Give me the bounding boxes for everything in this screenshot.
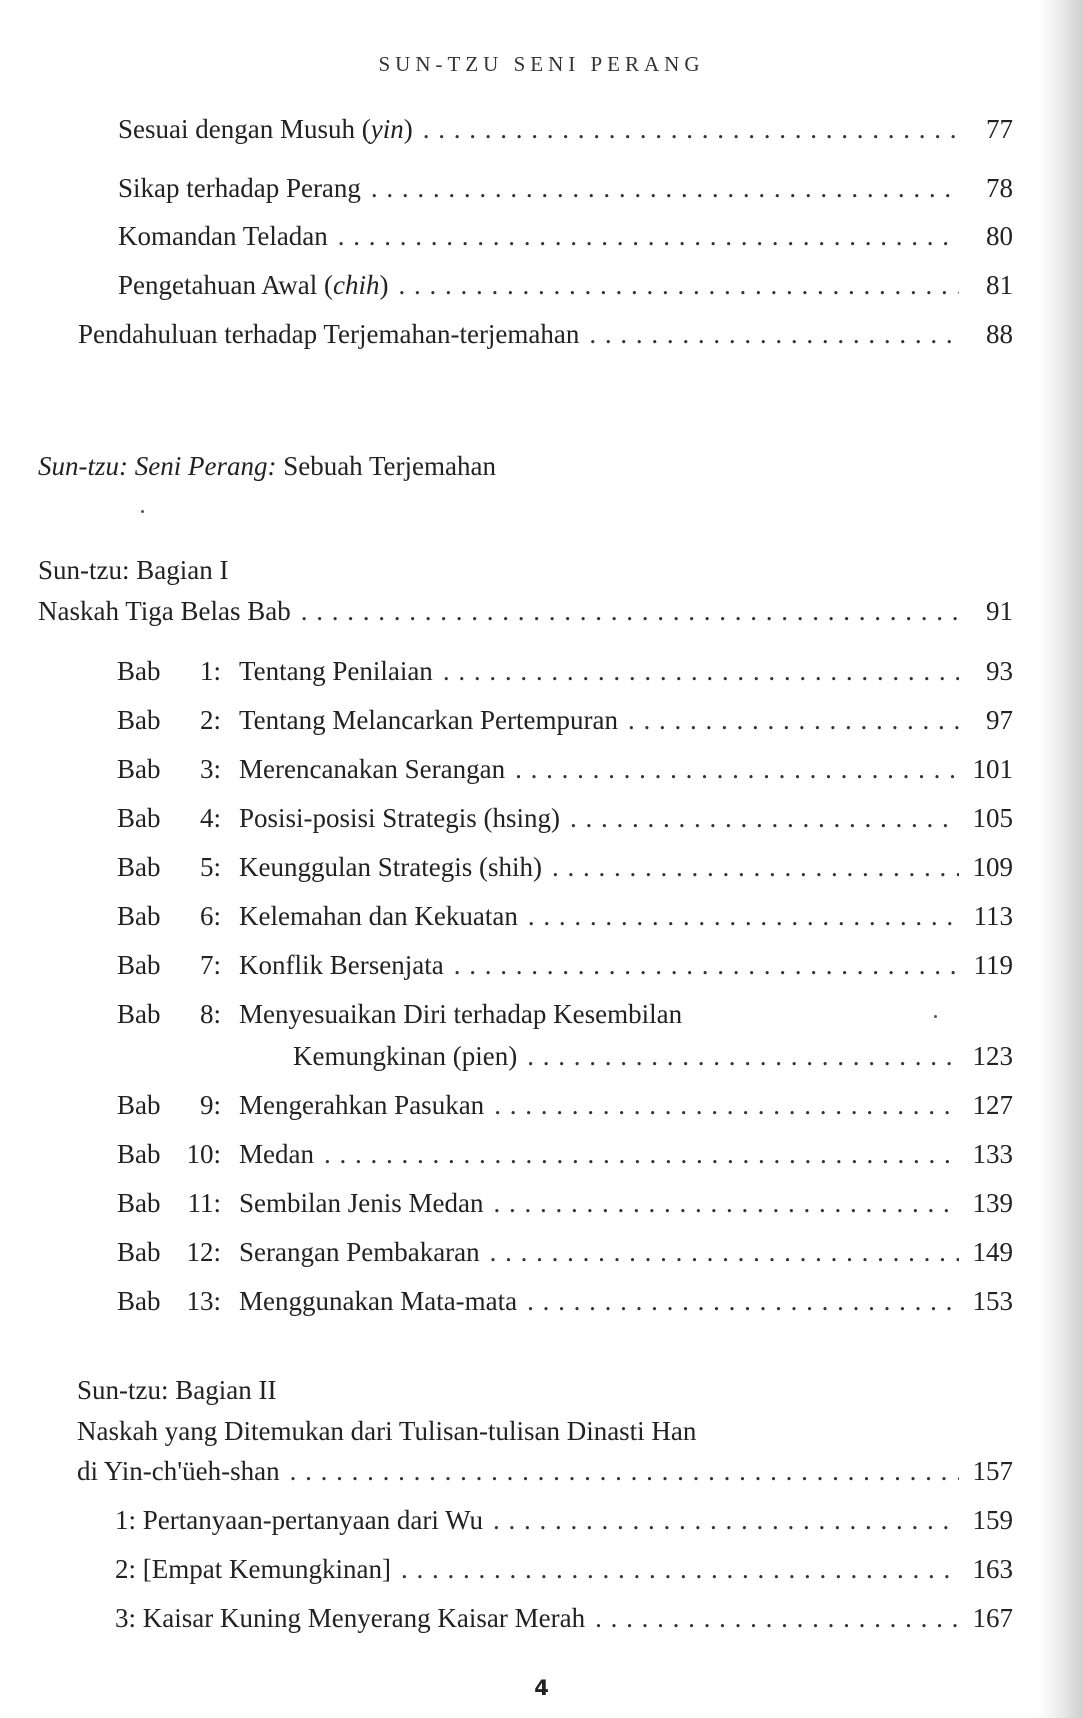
toc-entry[interactable] bbox=[118, 114, 1013, 144]
dot-leader bbox=[290, 1456, 959, 1486]
chapter-number: Bab 4: bbox=[117, 803, 221, 833]
toc-entry-label: 1: Pertanyaan-pertanyaan dari Wu bbox=[115, 1505, 484, 1535]
toc-page-number: 149 bbox=[972, 1237, 1013, 1267]
dot-leader bbox=[371, 173, 959, 203]
chapter-entry[interactable] bbox=[117, 754, 1013, 784]
toc-page-number: 139 bbox=[972, 1188, 1013, 1218]
toc-page-number: 93 bbox=[986, 656, 1013, 686]
dot-leader bbox=[527, 1041, 959, 1071]
chapter-title: Mengerahkan Pasukan bbox=[239, 1090, 485, 1120]
dot-leader bbox=[595, 1603, 959, 1633]
toc-entry[interactable] bbox=[118, 173, 1013, 203]
toc-entry[interactable] bbox=[115, 1554, 1013, 1584]
chapter-entry[interactable] bbox=[117, 656, 1013, 686]
toc-entry-label: Naskah yang Ditemukan dari Tulisan-tulisan Dinasti Han bbox=[77, 1416, 697, 1446]
toc-entry-label: 3: Kaisar Kuning Menyerang Kaisar Merah bbox=[115, 1603, 586, 1633]
chapter-title-continued: Kemungkinan (pien) bbox=[293, 1041, 518, 1071]
chapter-entry[interactable] bbox=[117, 1090, 1013, 1120]
toc-page-number: 133 bbox=[972, 1139, 1013, 1169]
toc-page-number: 163 bbox=[972, 1554, 1013, 1584]
toc-entry[interactable] bbox=[115, 1505, 1013, 1535]
chapter-number: Bab 13: bbox=[117, 1286, 221, 1316]
toc-page-number: 123 bbox=[972, 1041, 1013, 1071]
toc-page-number: 109 bbox=[972, 852, 1013, 882]
toc-entry-label: Pengetahuan Awal (chih) bbox=[118, 270, 389, 300]
toc-page-number: 80 bbox=[986, 221, 1013, 251]
chapter-entry-line1[interactable] bbox=[117, 999, 682, 1029]
toc-entry-label: Pendahuluan terhadap Terjemahan-terjemahan bbox=[78, 319, 580, 349]
dot-leader bbox=[552, 852, 959, 882]
toc-page-number: 78 bbox=[986, 173, 1013, 203]
dot-leader bbox=[490, 1237, 959, 1267]
toc-page-number: 159 bbox=[972, 1505, 1013, 1535]
dot-leader bbox=[401, 1554, 959, 1584]
dot-leader bbox=[493, 1188, 959, 1218]
chapter-title: Keunggulan Strategis (shih) bbox=[239, 852, 542, 882]
toc-page-number: 127 bbox=[972, 1090, 1013, 1120]
toc-entry-label: Naskah Tiga Belas Bab bbox=[38, 596, 291, 626]
chapter-number: Bab 1: bbox=[117, 656, 221, 686]
chapter-number: Bab 8: bbox=[117, 999, 221, 1029]
toc-entry[interactable] bbox=[118, 270, 1013, 300]
toc-page-number: 101 bbox=[972, 754, 1013, 784]
chapter-entry[interactable] bbox=[117, 901, 1013, 931]
chapter-entry[interactable] bbox=[117, 1139, 1013, 1169]
toc-page-number: 157 bbox=[972, 1456, 1013, 1486]
toc-page-number: 105 bbox=[972, 803, 1013, 833]
chapter-title: Tentang Melancarkan Pertempuran bbox=[239, 705, 618, 735]
dot-leader bbox=[454, 950, 959, 980]
chapter-entry[interactable] bbox=[117, 1286, 1013, 1316]
toc-page-number: 91 bbox=[986, 596, 1013, 626]
toc-page-number: 77 bbox=[986, 114, 1013, 144]
chapter-number: Bab 7: bbox=[117, 950, 221, 980]
chapter-title: Sembilan Jenis Medan bbox=[239, 1188, 484, 1218]
toc-entry-label: di Yin-ch'üeh-shan bbox=[77, 1456, 280, 1486]
chapter-number: Bab 9: bbox=[117, 1090, 221, 1120]
chapter-number: Bab 6: bbox=[117, 901, 221, 931]
toc-page-number: 167 bbox=[972, 1603, 1013, 1633]
chapter-title: Medan bbox=[239, 1139, 314, 1169]
print-speck bbox=[141, 510, 144, 513]
toc-page-number: 119 bbox=[973, 950, 1013, 980]
toc-page-number: 113 bbox=[973, 901, 1013, 931]
chapter-number: Bab 3: bbox=[117, 754, 221, 784]
print-speck bbox=[934, 1015, 937, 1018]
chapter-number: Bab 5: bbox=[117, 852, 221, 882]
toc-entry-label: Sikap terhadap Perang bbox=[118, 173, 361, 203]
page-number: 4 bbox=[534, 1676, 549, 1700]
chapter-title: Menggunakan Mata-mata bbox=[239, 1286, 518, 1316]
chapter-title: Posisi-posisi Strategis (hsing) bbox=[239, 803, 561, 833]
chapter-entry-line2[interactable] bbox=[293, 1041, 1013, 1071]
dot-leader bbox=[301, 596, 959, 626]
chapter-title: Menyesuaikan Diri terhadap Kesembilan bbox=[239, 999, 683, 1029]
chapter-entry[interactable] bbox=[117, 950, 1013, 980]
part-title: Sun-tzu: Bagian II bbox=[77, 1375, 277, 1405]
chapter-number: Bab 11: bbox=[117, 1188, 221, 1218]
chapter-title: Kelemahan dan Kekuatan bbox=[239, 901, 518, 931]
page-edge-shadow bbox=[1038, 0, 1083, 1718]
toc-page-number: 97 bbox=[986, 705, 1013, 735]
dot-leader bbox=[423, 114, 959, 144]
dot-leader bbox=[338, 221, 959, 251]
toc-entry[interactable] bbox=[115, 1603, 1013, 1633]
dot-leader bbox=[527, 1286, 959, 1316]
chapter-number: Bab 2: bbox=[117, 705, 221, 735]
dot-leader bbox=[398, 270, 959, 300]
dot-leader bbox=[494, 1090, 959, 1120]
dot-leader bbox=[515, 754, 959, 784]
part-title: Sun-tzu: Bagian I bbox=[38, 555, 229, 585]
toc-entry[interactable] bbox=[118, 221, 1013, 251]
dot-leader bbox=[493, 1505, 959, 1535]
toc-entry-label: 2: [Empat Kemungkinan] bbox=[115, 1554, 391, 1584]
toc-entry[interactable] bbox=[78, 319, 1013, 349]
toc-entry-label: Sesuai dengan Musuh (yin) bbox=[118, 114, 413, 144]
dot-leader bbox=[628, 705, 959, 735]
toc-page-number: 88 bbox=[986, 319, 1013, 349]
running-head: SUN-TZU SENI PERANG bbox=[378, 52, 705, 76]
toc-entry[interactable] bbox=[77, 1456, 1013, 1486]
dot-leader bbox=[324, 1139, 959, 1169]
chapter-number: Bab 12: bbox=[117, 1237, 221, 1267]
dot-leader bbox=[443, 656, 959, 686]
chapter-entry[interactable] bbox=[117, 705, 1013, 735]
section-heading: Sun-tzu: Seni Perang: Sebuah Terjemahan bbox=[38, 451, 496, 481]
dot-leader bbox=[528, 901, 959, 931]
chapter-entry[interactable] bbox=[117, 852, 1013, 882]
dot-leader bbox=[589, 319, 959, 349]
chapter-title: Merencanakan Serangan bbox=[239, 754, 506, 784]
chapter-entry[interactable] bbox=[117, 1188, 1013, 1218]
chapter-title: Konflik Bersenjata bbox=[239, 950, 444, 980]
toc-entry[interactable] bbox=[38, 596, 1013, 626]
dot-leader bbox=[570, 803, 959, 833]
toc-entry-label: Komandan Teladan bbox=[118, 221, 328, 251]
chapter-entry[interactable] bbox=[117, 1237, 1013, 1267]
chapter-title: Tentang Penilaian bbox=[239, 656, 433, 686]
chapter-entry[interactable] bbox=[117, 803, 1013, 833]
chapter-title: Serangan Pembakaran bbox=[239, 1237, 480, 1267]
toc-page-number: 153 bbox=[972, 1286, 1013, 1316]
chapter-number: Bab 10: bbox=[117, 1139, 221, 1169]
toc-page-number: 81 bbox=[986, 270, 1013, 300]
